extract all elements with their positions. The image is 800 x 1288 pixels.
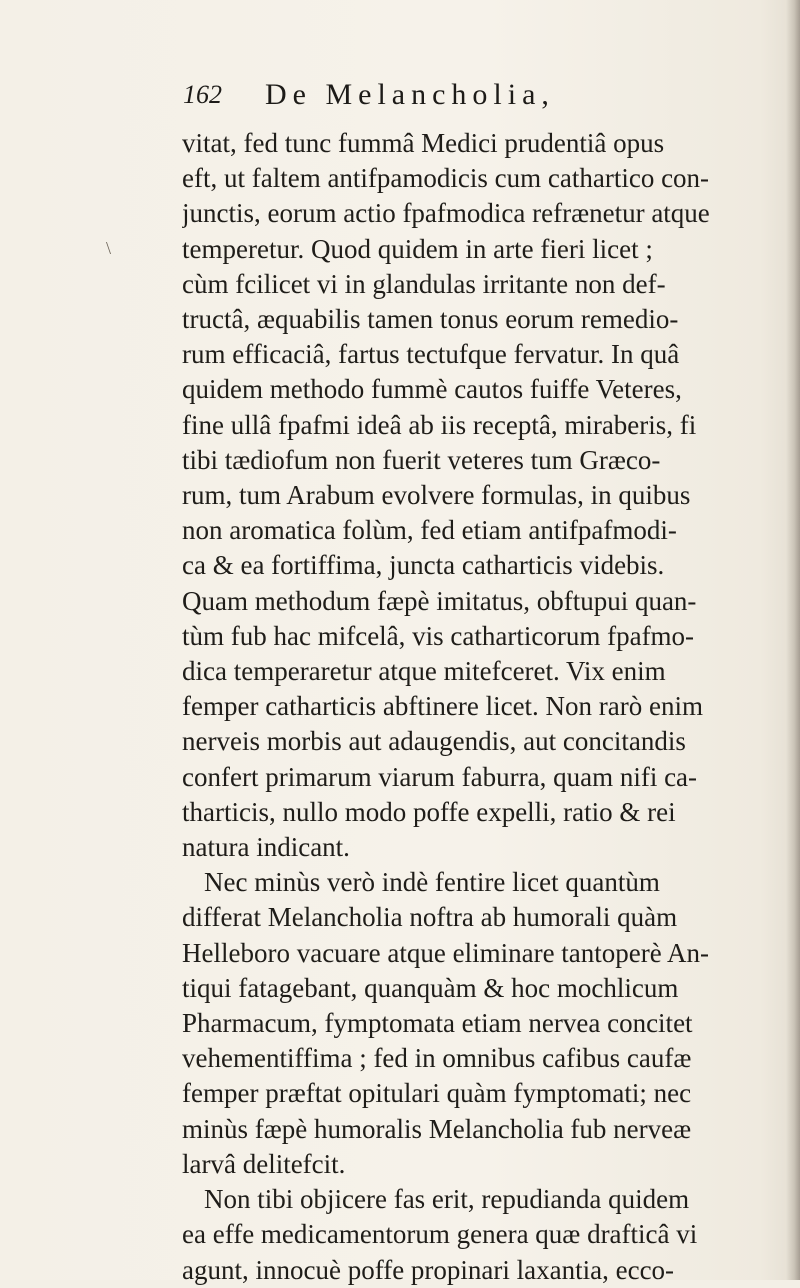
text-line: quidem methodo fummè cautos fuiffe Veteres,	[182, 374, 682, 405]
text-line: Quam methodum fæpè imitatus, obftupui quan-	[182, 585, 697, 616]
text-line: agunt, innocuè poffe propinari laxantia, ecco-	[182, 1254, 675, 1285]
text-line: nerveis morbis aut adaugendis, aut concitandis	[182, 726, 686, 757]
text-line: cùm fcilicet vi in glandulas irritante non def-	[182, 268, 666, 299]
text-line: larvâ delitefcit.	[182, 1148, 346, 1179]
text-line: rum, tum Arabum evolvere formulas, in quibus	[182, 480, 691, 511]
text-line: junctis, eorum actio fpafmodica refrænetur atque	[182, 198, 710, 229]
text-line: tibi tædiofum non fuerit veteres tum Græco-	[182, 444, 661, 475]
text-line: non aromatica folùm, fed etiam antifpafmodi-	[182, 515, 677, 546]
text-line: vehementiffima ; fed in omnibus cafibus caufæ	[182, 1043, 692, 1074]
text-line: vitat, fed tunc fummâ Medici prudentiâ opus	[182, 128, 665, 158]
running-head: De Melancholia,	[265, 78, 555, 111]
text-line: differat Melancholia noftra ab humorali quàm	[182, 902, 678, 933]
text-line: temperetur. Quod quidem in arte fieri licet ;	[182, 233, 653, 264]
text-line: ea effe medicamentorum genera quæ drafticâ vi	[182, 1219, 698, 1250]
text-line: minùs fæpè humoralis Melancholia fub nerveæ	[182, 1113, 692, 1144]
text-line: Helleboro vacuare atque eliminare tantoperè An-	[182, 937, 710, 968]
text-line: fine ullâ fpafmi ideâ ab iis receptâ, miraberis, fi	[182, 409, 697, 440]
text-line: femper catharticis abftinere licet. Non rarò enim	[182, 691, 704, 722]
text-line: Pharmacum, fymptomata etiam nervea concitet	[182, 1008, 693, 1039]
page-edge-shadow	[786, 0, 800, 1280]
text-line: tiqui fatagebant, quanquàm & hoc mochlicum	[182, 972, 679, 1003]
text-line: tharticis, nullo modo poffe expelli, ratio & rei	[182, 796, 676, 827]
page-number: 162	[183, 80, 222, 109]
text-line: dica temperaretur atque mitefceret. Vix enim	[182, 656, 666, 687]
text-line: femper præftat opitulari quàm fymptomati; nec	[182, 1078, 692, 1109]
text-line-paragraph-start: Nec minùs verò indè fentire licet quantùm	[204, 867, 660, 898]
text-line: confert primarum viarum faburra, quam nifi ca-	[182, 761, 698, 792]
page-header	[183, 80, 703, 120]
text-line: tructâ, æquabilis tamen tonus eorum remedio-	[182, 304, 679, 335]
text-line: eft, ut faltem antifpamodicis cum cathartico con-	[182, 163, 710, 194]
body-text	[182, 126, 770, 1288]
text-line-paragraph-start: Non tibi objicere fas erit, repudianda quidem	[204, 1184, 690, 1215]
text-line: ca & ea fortiffima, juncta catharticis videbis.	[182, 550, 665, 581]
margin-mark: \	[106, 238, 112, 258]
text-line: tùm fub hac mifcelâ, vis catharticorum fpafmo-	[182, 620, 695, 651]
text-line: rum efficaciâ, fartus tectufque fervatur. In quâ	[182, 339, 680, 370]
text-line: natura indicant.	[182, 832, 350, 863]
